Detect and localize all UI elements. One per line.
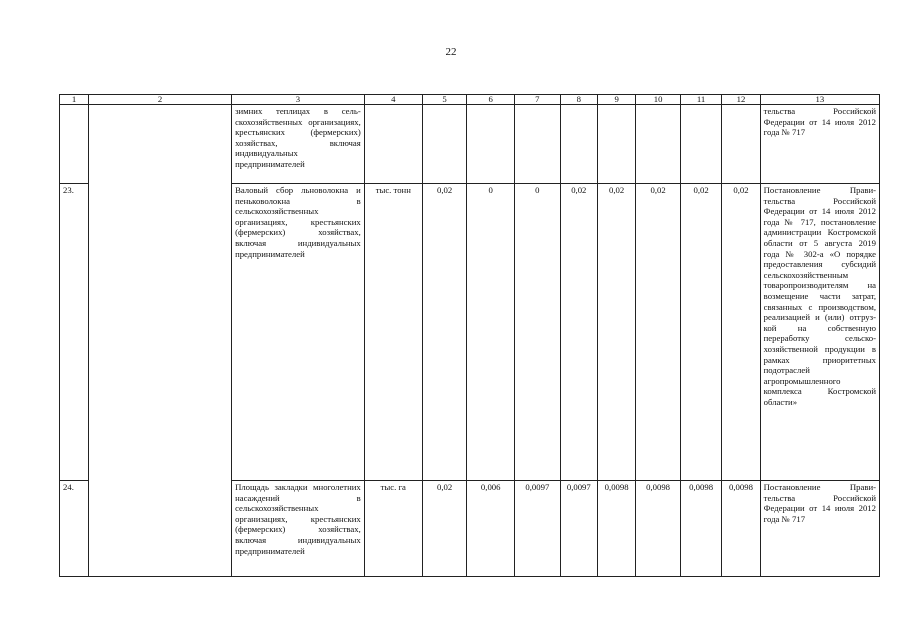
- value-cell: 0,02: [636, 184, 681, 481]
- unit-cell: тыс. тонн: [364, 184, 422, 481]
- value-cell: [515, 105, 561, 184]
- column-header: 5: [422, 95, 467, 105]
- value-cell: 0,02: [597, 184, 635, 481]
- value-cell: 0,02: [422, 184, 467, 481]
- indicator-name: Площадь закладки многолетних насаждений в сельскохозяйственных организациях, крестьянских (фермерских) хозяйствах, включая индивидуальных предпринимателей: [232, 481, 365, 577]
- indicators-table: [59, 94, 880, 577]
- legal-basis: Постановление Правительства Российской Федерации от 14 июля 2012 года № 717, постановление администрации Костромской области от 5 августа 2019 года № 302-а «О порядке предоставления субсидий сельскохозяйственным товаропроизводителям на возмещение части затрат, связанных с производством, реализацией и (или) отгрузкой на собственную переработку сельскохозяйственной продукции в рамках приоритетных подотраслей агропромышленного комплекса Костромской области»: [760, 184, 879, 481]
- value-cell: 0,0098: [636, 481, 681, 577]
- column-header: 9: [597, 95, 635, 105]
- value-cell: 0,02: [722, 184, 760, 481]
- column-header: 2: [89, 95, 232, 105]
- column-header: 3: [232, 95, 365, 105]
- value-cell: 0,0098: [722, 481, 760, 577]
- value-cell: 0,0098: [597, 481, 635, 577]
- empty-cell: [89, 105, 232, 577]
- value-cell: [636, 105, 681, 184]
- indicator-name: зимних теплицах в сельскохозяйственных организациях, крестьянских (фермерских) хозяйствах, включая индивидуальных предпринимателей: [232, 105, 365, 184]
- value-cell: 0,006: [467, 481, 515, 577]
- value-cell: [560, 105, 597, 184]
- value-cell: [680, 105, 721, 184]
- value-cell: 0,0097: [560, 481, 597, 577]
- value-cell: 0: [515, 184, 561, 481]
- value-cell: 0,0098: [680, 481, 721, 577]
- value-cell: 0,02: [422, 481, 467, 577]
- column-header: 1: [60, 95, 89, 105]
- column-header: 8: [560, 95, 597, 105]
- value-cell: [722, 105, 760, 184]
- column-header: 10: [636, 95, 681, 105]
- value-cell: 0,02: [680, 184, 721, 481]
- value-cell: 0,02: [560, 184, 597, 481]
- page-number: 22: [445, 46, 457, 58]
- row-number: [60, 105, 89, 184]
- header-row: [60, 95, 880, 105]
- value-cell: [422, 105, 467, 184]
- legal-basis: Постановление Правительства Российской Федерации от 14 июля 2012 года № 717: [760, 481, 879, 577]
- row-number: 23.: [60, 184, 89, 481]
- value-cell: 0: [467, 184, 515, 481]
- table-row: [60, 105, 880, 184]
- column-header: 11: [680, 95, 721, 105]
- row-number: 24.: [60, 481, 89, 577]
- column-header: 4: [364, 95, 422, 105]
- column-header: 7: [515, 95, 561, 105]
- unit-cell: [364, 105, 422, 184]
- value-cell: 0,0097: [515, 481, 561, 577]
- legal-basis: тельства Российской Федерации от 14 июля 2012 года № 717: [760, 105, 879, 184]
- column-header: 12: [722, 95, 760, 105]
- value-cell: [597, 105, 635, 184]
- unit-cell: тыс. га: [364, 481, 422, 577]
- column-header: 13: [760, 95, 879, 105]
- indicator-name: Валовый сбор льноволокна и пеньковолокна в сельскохозяйственных организациях, крестьянских (фермерских) хозяйствах, включая индивидуальных предпринимателей: [232, 184, 365, 481]
- column-header: 6: [467, 95, 515, 105]
- value-cell: [467, 105, 515, 184]
